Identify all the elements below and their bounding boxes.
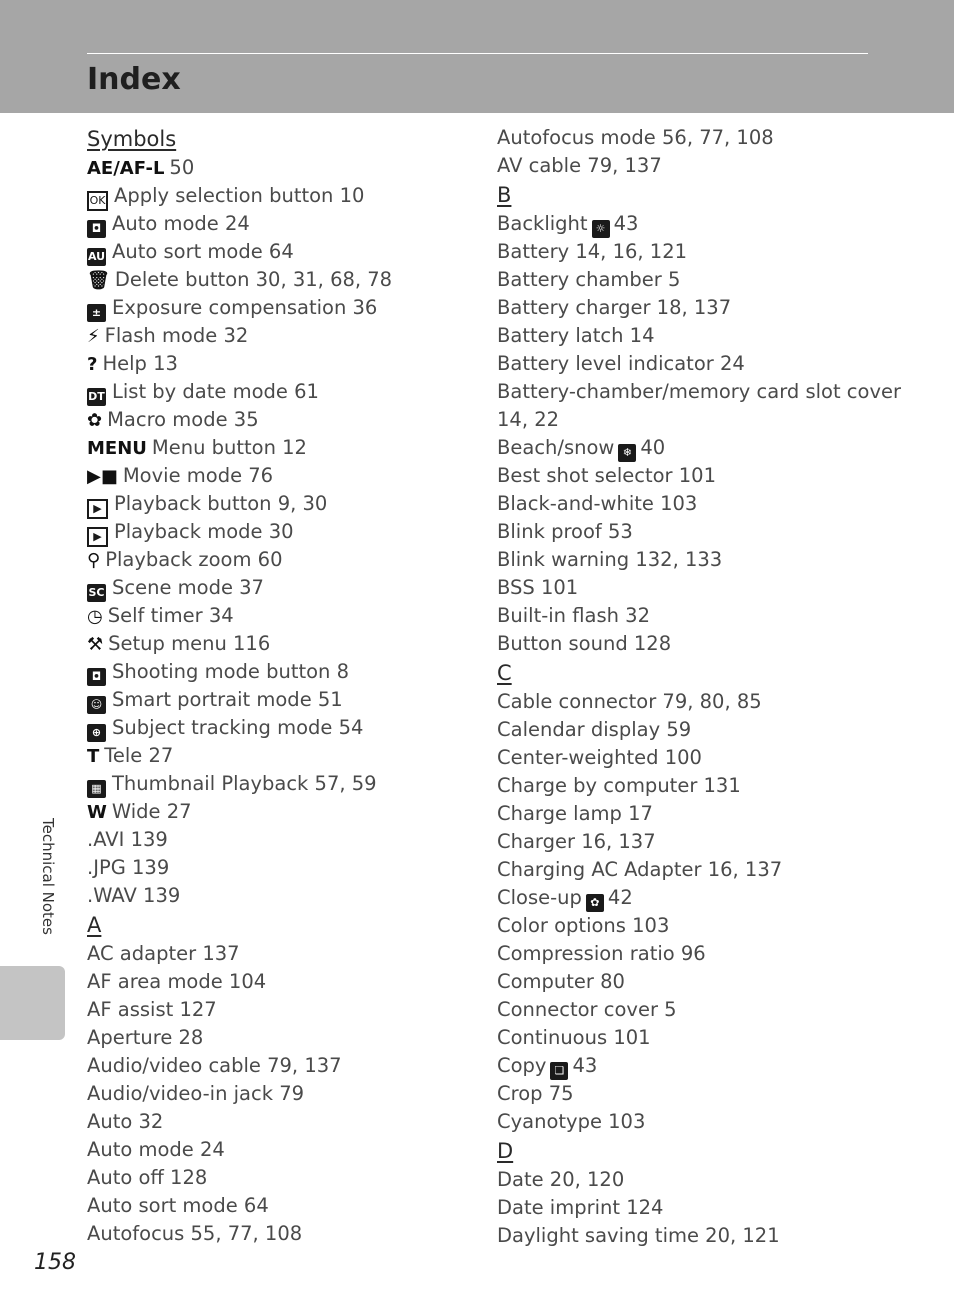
- index-entry[interactable]: [87, 686, 487, 714]
- index-entry-text: AC adapter 137: [87, 942, 240, 965]
- index-entry[interactable]: [497, 518, 917, 546]
- list-by-date-icon: DT: [87, 388, 106, 406]
- index-entry[interactable]: [497, 434, 917, 462]
- playback-icon: ▶: [87, 527, 108, 547]
- index-entry-text: Playback zoom 60: [105, 548, 283, 571]
- index-entry[interactable]: [497, 1024, 917, 1052]
- index-entry[interactable]: [87, 434, 487, 462]
- index-entry[interactable]: [87, 770, 487, 798]
- flash-icon: ⚡: [87, 326, 100, 347]
- index-entry-text: Exposure compensation 36: [112, 296, 378, 319]
- index-entry-text: Beach/snow: [497, 436, 615, 459]
- index-letter-heading: A: [87, 913, 102, 937]
- subject-tracking-icon: ⊕: [87, 724, 106, 742]
- index-entry-text: Subject tracking mode 54: [112, 716, 364, 739]
- index-entry[interactable]: [497, 238, 917, 266]
- index-entry-text: AV cable 79, 137: [497, 154, 662, 177]
- index-entry-text: Battery-chamber/memory card slot cover: [497, 380, 902, 403]
- index-entry-text: Battery level indicator 24: [497, 352, 745, 375]
- index-entry[interactable]: [87, 714, 487, 742]
- macro-icon: ✿: [87, 410, 103, 431]
- index-entry[interactable]: [497, 152, 917, 180]
- index-entry-text: Autofocus mode 56, 77, 108: [497, 126, 774, 149]
- index-entry-text: Auto 32: [87, 1110, 164, 1133]
- index-entry-text: Charge by computer 131: [497, 774, 741, 797]
- index-entry-text: Setup menu 116: [108, 632, 271, 655]
- index-entry[interactable]: [87, 546, 487, 574]
- menu-icon: MENU: [87, 438, 147, 459]
- index-entry[interactable]: [87, 658, 487, 686]
- index-entry[interactable]: [497, 856, 917, 884]
- index-entry-text: Charging AC Adapter 16, 137: [497, 858, 783, 881]
- index-entry[interactable]: [87, 378, 487, 406]
- auto-sort-icon: AU: [87, 248, 106, 266]
- index-entry[interactable]: [87, 462, 487, 490]
- camera-icon: ◘: [87, 668, 106, 686]
- index-entry-text: Audio/video-in jack 79: [87, 1082, 305, 1105]
- index-entry-text: Computer 80: [497, 970, 625, 993]
- index-entry[interactable]: [87, 602, 487, 630]
- index-entry[interactable]: [497, 490, 917, 518]
- index-entry-text: Movie mode 76: [122, 464, 274, 487]
- index-entry-text: Audio/video cable 79, 137: [87, 1054, 342, 1077]
- index-letter-heading: Symbols: [87, 127, 177, 151]
- index-entry-text: Cable connector 79, 80, 85: [497, 690, 762, 713]
- index-entry-text: Daylight saving time 20, 121: [497, 1224, 780, 1247]
- index-entry-page: 43: [572, 1054, 598, 1077]
- index-entry-text: Playback button 9, 30: [114, 492, 328, 515]
- section-tab[interactable]: [0, 966, 65, 1040]
- index-letter-heading: B: [497, 183, 512, 207]
- index-entry-text: Crop 75: [497, 1082, 574, 1105]
- index-entry-text: Button sound 128: [497, 632, 672, 655]
- index-entry[interactable]: [87, 210, 487, 238]
- help-icon: ?: [87, 354, 98, 375]
- index-entry[interactable]: [497, 210, 917, 238]
- index-entry-text: Playback mode 30: [114, 520, 294, 543]
- index-entry[interactable]: [497, 378, 917, 406]
- index-entry-text: Battery 14, 16, 121: [497, 240, 688, 263]
- index-entry[interactable]: [87, 182, 487, 210]
- index-entry[interactable]: [497, 772, 917, 800]
- index-entry[interactable]: [87, 826, 487, 854]
- index-entry-text: Best shot selector 101: [497, 464, 716, 487]
- index-entry-text: Color options 103: [497, 914, 670, 937]
- index-entry-text: Date imprint 124: [497, 1196, 664, 1219]
- index-entry[interactable]: [497, 294, 917, 322]
- index-entry[interactable]: [497, 996, 917, 1024]
- index-entry-text: Connector cover 5: [497, 998, 677, 1021]
- index-entry[interactable]: [87, 1024, 487, 1052]
- index-entry-text: Help 13: [102, 352, 178, 375]
- index-entry-text: Backlight: [497, 212, 588, 235]
- index-entry[interactable]: [87, 574, 487, 602]
- index-entry-text: Shooting mode button 8: [112, 660, 350, 683]
- index-entry[interactable]: [87, 266, 487, 294]
- index-entry-text: Scene mode 37: [112, 576, 264, 599]
- index-entry-text: Copy: [497, 1054, 547, 1077]
- index-entry[interactable]: [497, 912, 917, 940]
- index-letter-heading: D: [497, 1139, 514, 1163]
- index-entry[interactable]: [87, 630, 487, 658]
- index-entry[interactable]: [87, 406, 487, 434]
- index-entry[interactable]: [497, 688, 917, 716]
- page-header: [0, 0, 954, 113]
- index-entry[interactable]: [497, 602, 917, 630]
- index-entry[interactable]: [87, 294, 487, 322]
- index-entry[interactable]: [497, 406, 917, 434]
- index-entry-text: .AVI 139: [87, 828, 168, 851]
- index-entry-text: AF assist 127: [87, 998, 217, 1021]
- self-timer-icon: ◷: [87, 606, 103, 627]
- smart-portrait-icon: ☺: [87, 696, 106, 714]
- index-entry-text: Auto mode 24: [112, 212, 250, 235]
- index-entry-page: 43: [613, 212, 639, 235]
- page-title: Index: [87, 62, 181, 97]
- index-entry-text: Macro mode 35: [107, 408, 259, 431]
- index-entry-text: Blink warning 132, 133: [497, 548, 723, 571]
- backlight-icon: ☼: [592, 220, 610, 238]
- index-entry-text: Battery latch 14: [497, 324, 655, 347]
- ae-af-l-icon: AE/AF-L: [87, 158, 165, 179]
- index-entry[interactable]: [87, 798, 487, 826]
- index-entry[interactable]: [87, 1220, 487, 1248]
- exposure-compensation-icon: ±: [87, 304, 106, 322]
- index-entry[interactable]: [497, 1052, 917, 1080]
- index-entry[interactable]: [87, 968, 487, 996]
- index-entry-text: Calendar display 59: [497, 718, 692, 741]
- index-entry[interactable]: [87, 742, 487, 770]
- index-entry[interactable]: [87, 518, 487, 546]
- index-entry-text: Tele 27: [104, 744, 174, 767]
- index-entry-text: Cyanotype 103: [497, 1110, 646, 1133]
- index-entry-text: 14, 22: [497, 408, 560, 431]
- index-entry[interactable]: [497, 462, 917, 490]
- index-entry[interactable]: [497, 630, 917, 658]
- header-rule: [87, 53, 868, 54]
- index-entry[interactable]: [87, 1108, 487, 1136]
- index-entry[interactable]: [497, 546, 917, 574]
- playback-icon: ▶: [87, 499, 108, 519]
- camera-icon: ◘: [87, 220, 106, 238]
- index-entry-text: Auto mode 24: [87, 1138, 225, 1161]
- index-entry-text: List by date mode 61: [112, 380, 319, 403]
- index-entry-text: Thumbnail Playback 57, 59: [112, 772, 377, 795]
- index-entry[interactable]: [87, 1136, 487, 1164]
- side-label-text: Technical Notes: [39, 818, 57, 935]
- index-entry[interactable]: [87, 1164, 487, 1192]
- trash-icon: 🗑: [87, 270, 110, 291]
- index-entry[interactable]: [497, 828, 917, 856]
- index-entry[interactable]: [87, 154, 487, 182]
- index-column-left: [87, 124, 487, 1248]
- index-entry-text: Date 20, 120: [497, 1168, 625, 1191]
- index-entry-text: Charger 16, 137: [497, 830, 656, 853]
- index-entry-text: 50: [169, 156, 195, 179]
- index-entry[interactable]: [497, 1080, 917, 1108]
- index-entry-text: Continuous 101: [497, 1026, 651, 1049]
- index-entry-text: Menu button 12: [151, 436, 307, 459]
- index-entry[interactable]: [497, 1194, 917, 1222]
- index-entry[interactable]: [497, 940, 917, 968]
- index-entry[interactable]: [87, 238, 487, 266]
- index-entry-text: .WAV 139: [87, 884, 181, 907]
- index-entry[interactable]: [497, 124, 917, 152]
- side-section-label: [35, 818, 65, 958]
- index-entry-text: Auto sort mode 64: [87, 1194, 269, 1217]
- index-entry[interactable]: [87, 940, 487, 968]
- index-entry[interactable]: [497, 266, 917, 294]
- index-entry-text: Charge lamp 17: [497, 802, 653, 825]
- index-entry-text: Auto sort mode 64: [112, 240, 294, 263]
- index-entry-text: Delete button 30, 31, 68, 78: [114, 268, 393, 291]
- zoom-icon: ⚲: [87, 550, 101, 571]
- ok-button-icon: OK: [87, 191, 108, 211]
- index-entry-page: 42: [607, 886, 633, 909]
- index-entry-page: 40: [640, 436, 666, 459]
- index-entry[interactable]: [87, 350, 487, 378]
- index-entry[interactable]: [87, 882, 487, 910]
- thumbnail-icon: ▦: [87, 780, 106, 798]
- beach-snow-icon: ❄: [618, 444, 636, 462]
- page-number: 158: [34, 1250, 76, 1275]
- index-entry-text: Black-and-white 103: [497, 492, 698, 515]
- index-entry[interactable]: [87, 490, 487, 518]
- index-entry[interactable]: [497, 800, 917, 828]
- movie-icon: ▶■: [87, 466, 118, 487]
- index-entry[interactable]: [497, 1108, 917, 1136]
- wrench-icon: ⚒: [87, 634, 104, 655]
- index-letter-heading: C: [497, 661, 512, 685]
- index-entry-text: Close-up: [497, 886, 582, 909]
- index-entry[interactable]: [497, 1166, 917, 1194]
- index-entry[interactable]: [87, 996, 487, 1024]
- index-entry-text: Apply selection button 10: [114, 184, 365, 207]
- index-entry-text: Battery charger 18, 137: [497, 296, 732, 319]
- index-entry-text: Built-in flash 32: [497, 604, 650, 627]
- index-entry-text: .JPG 139: [87, 856, 170, 879]
- tele-icon: T: [87, 746, 100, 767]
- index-entry-text: Flash mode 32: [104, 324, 249, 347]
- index-entry[interactable]: [87, 1052, 487, 1080]
- index-entry-text: Blink proof 53: [497, 520, 633, 543]
- index-entry[interactable]: [497, 968, 917, 996]
- index-entry[interactable]: [87, 1192, 487, 1220]
- close-up-icon: ✿: [586, 894, 604, 912]
- index-entry-text: Autofocus 55, 77, 108: [87, 1222, 303, 1245]
- index-entry[interactable]: [87, 854, 487, 882]
- index-entry-text: Wide 27: [111, 800, 192, 823]
- index-entry[interactable]: [87, 1080, 487, 1108]
- copy-icon: ❏: [550, 1062, 568, 1080]
- index-column-right: [497, 124, 917, 1250]
- index-entry-text: Compression ratio 96: [497, 942, 706, 965]
- index-entry-text: Smart portrait mode 51: [112, 688, 343, 711]
- index-entry-text: AF area mode 104: [87, 970, 267, 993]
- index-entry[interactable]: [497, 744, 917, 772]
- index-entry[interactable]: [497, 350, 917, 378]
- index-entry[interactable]: [497, 1222, 917, 1250]
- index-entry-text: Aperture 28: [87, 1026, 204, 1049]
- index-entry[interactable]: [497, 716, 917, 744]
- index-entry-text: Self timer 34: [107, 604, 234, 627]
- wide-icon: W: [87, 802, 107, 823]
- index-entry[interactable]: [497, 322, 917, 350]
- index-entry-text: Auto off 128: [87, 1166, 208, 1189]
- index-entry-text: BSS 101: [497, 576, 579, 599]
- scene-icon: SC: [87, 584, 106, 602]
- index-entry[interactable]: [87, 322, 487, 350]
- index-entry-text: Battery chamber 5: [497, 268, 681, 291]
- index-entry[interactable]: [497, 574, 917, 602]
- index-entry-text: Center-weighted 100: [497, 746, 702, 769]
- index-entry[interactable]: [497, 884, 917, 912]
